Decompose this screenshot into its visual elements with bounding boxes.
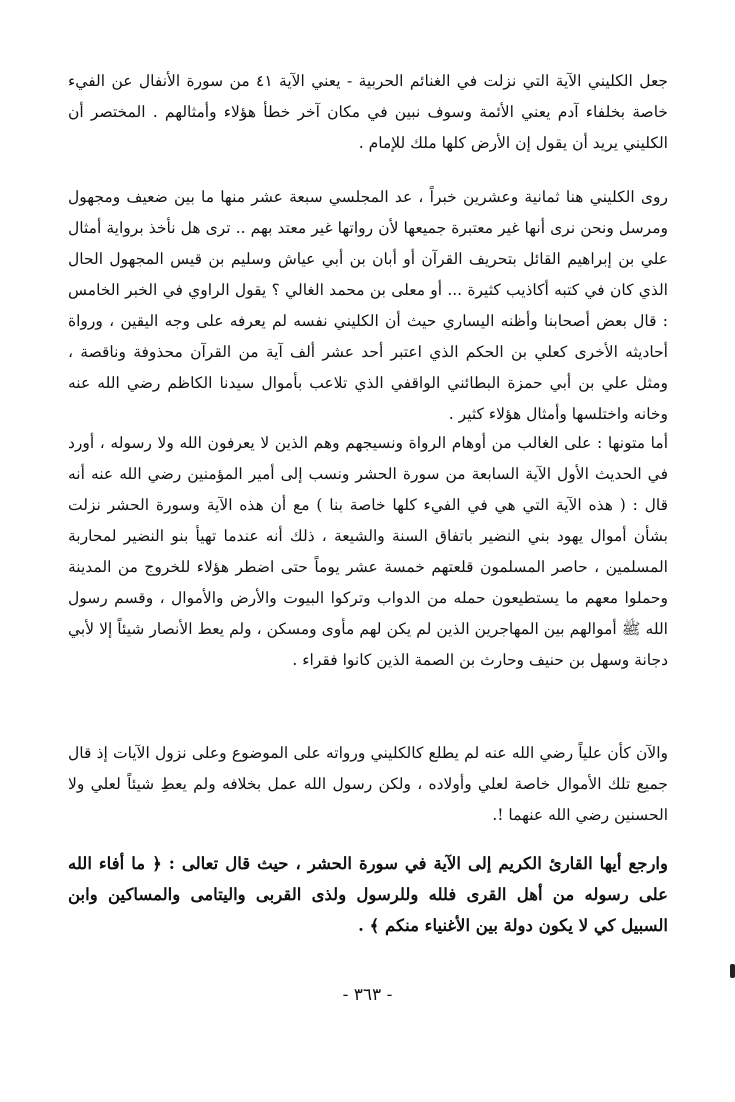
paragraph-5-text (68, 848, 668, 941)
quran-verse-intro: وارجع أيها القارئ الكريم إلى الآية في سورة الحشر ، حيث قال تعالى : ﴿ (145, 854, 668, 873)
paragraph-3 (68, 428, 668, 676)
page-number: - ٣٦٣ - (342, 985, 393, 1005)
paragraph-3-text: أما متونها : على الغالب من أوهام الرواة ونسيجهم وهم الذين لا يعرفون الله ولا رسوله ، أورد في الحديث الأول الآية السابعة من سورة الحشر ونسب إلى أمير المؤمنين رضي الله عنه أنه قال : ( هذه الآية التي هي في الفيء كلها خاصة بنا ) مع أن هذه الآية وسورة الحشر نزلت بشأن أموال يهود بني النضير باتفاق السنة والشيعة ، ذلك أنه عندما تهيأ بنو النضير لمحاربة المسلمين ، حاصر المسلمون قلعتهم خمسة عشر يوماً حتى اضطر هؤلاء للخروج من المدينة وحملوا معهم ما يستطيعون حمله من الدواب وتركوا البيوت والأرض والأموال ، وقسم رسول الله ﷺ أموالهم بين المهاجرين الذين لم يكن لهم مأوى ومسكن ، ولم يعط الأنصار شيئاً إلا لأبي دجانة وسهل بن حنيف وحارث بن الصمة الذين كانوا فقراء . (68, 434, 668, 669)
quran-verse-quote: ما أفاء الله على رسوله من أهل القرى فلله وللرسول ولذى القربى واليتامى والمساكين وابن السبيل كي لا يكون دولة بين الأغنياء منكم (68, 854, 668, 935)
paragraph-4-text: والآن كأن علياً رضي الله عنه لم يطلع كالكليني ورواته على الموضوع وعلى نزول الآيات إذ قال جميع تلك الأموال خاصة لعلي وأولاده ، ولكن رسول الله عمل بخلافه ولم يعطِ شيئاً لعلي ولا الحسنين رضي الله عنهما !. (68, 744, 668, 824)
paragraph-2 (68, 182, 668, 430)
paragraph-1 (68, 66, 668, 159)
paragraph-5 (68, 848, 668, 941)
paragraph-4 (68, 738, 668, 831)
paragraph-1-text: جعل الكليني الآية التي نزلت في الغنائم الحربية - يعني الآية ٤١ من سورة الأنفال عن الفيء خاصة بخلفاء آدم يعني الأئمة وسوف نبين في مكان آخر خطأ هؤلاء وأمثالهم . المختصر أن الكليني يريد أن يقول إن الأرض كلها ملك للإمام . (68, 72, 668, 152)
quran-verse-outro: ﴾ . (358, 916, 386, 935)
scan-edge-mark (730, 964, 735, 978)
paragraph-2-text: روى الكليني هنا ثمانية وعشرين خبراً ، عد المجلسي سبعة عشر منها ما بين ضعيف ومجهول ومرسل ونحن نرى أنها غير معتبرة جميعها لأن رواتها غير معتد بهم .. ترى هل نأخذ برواية أمثال علي بن إبراهيم القائل بتحريف القرآن أو أبان بن أبي عياش وسليم بن قيس المجهول الحال الذي كان في كتبه أكاذيب كثيرة ... أو معلى بن محمد الغالي ؟ يقول الراوي في الخبر الخامس : قال بعض أصحابنا وأظنه اليساري حيث أن الكليني نفسه لم يعرفه على وجه اليقين ، ورواة أحاديثه الأخرى كعلي بن الحكم الذي اعتبر أحد عشر ألف آية من القرآن محذوفة وناقصة ، ومثل علي بن أبي حمزة البطائني الواقفي الذي تلاعب بأموال سيدنا الكاظم رضي الله عنه وخانه واختلسها وأمثال هؤلاء كثير . (68, 188, 668, 423)
